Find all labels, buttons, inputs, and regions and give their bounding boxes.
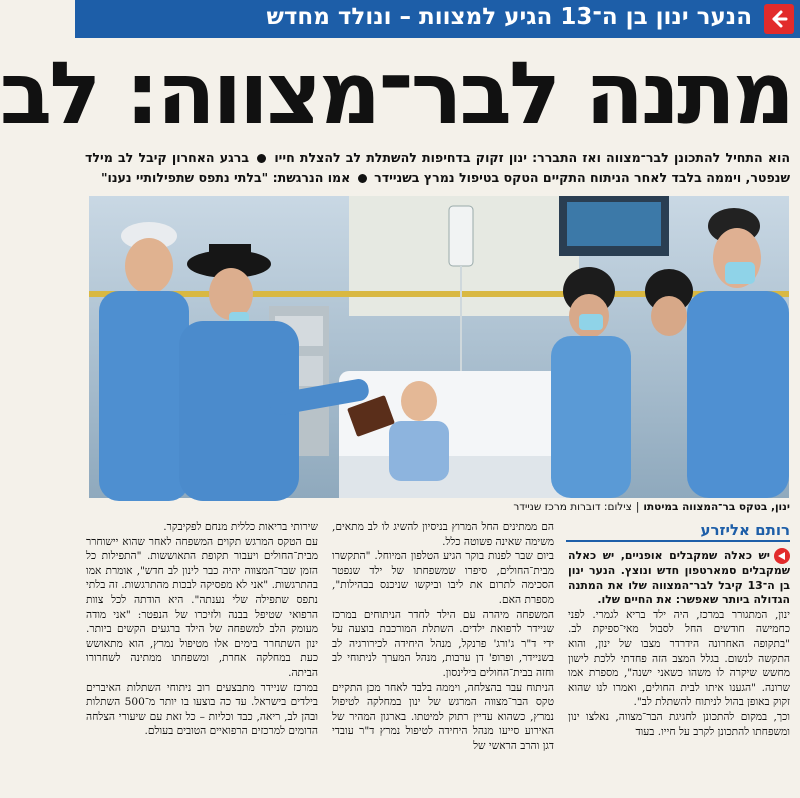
play-left-icon — [774, 548, 790, 564]
paragraph: הניתוח עבר בהצלחה, ויממה בלבד לאחר מכן התקיים טקס הבר־מצווה המרגש של ינון במחלקה לטיפול נמרץ, כשהוא עדיין רתוק למיטתו. בארגון המהיר של האירוע סייעו מנהל היחידה לטיפול נמרץ ד"ר עובדי דגן והרב הראשי של — [332, 681, 554, 752]
paragraph: שירותי בריאות כללית מנחם לפקיבקר. — [163, 521, 318, 533]
article-column-3 — [86, 520, 318, 739]
paragraph: הם ממתינים החל המרוץ בניסיון להשיג לו לב מתאים, משימה שאינה פשוטה כלל. — [332, 521, 554, 548]
photo-caption: ינון, בטקס בר־המצווה במיטתו|צילום: דוברות מרכז שניידר — [513, 501, 790, 513]
news-photo — [89, 196, 789, 498]
paragraph: עם הטקס המרגש תקוים המשפחה לאחר שהוא יישוחרר מבית־החולים ויעבור תקופת התאוששות. "התפילות כל הזמן שבר־המצווה יהיה כבר לינון לב חדש", אומרת אמו בהתרגשות. "אני לא מפסיקה לבכות מהתרגשות. זה בלתי נתפס שתפילה שלי נענתה". היא הודתה לכל צוות הרפואי שטיפל בבנה ולזיכרו של הנפטר: "אני מודה מעומק הלב למשפחה של הילד ברגעים הקשים ביותר. ינון השתחרר בימים אלו מטיפול נמרץ, הוא מתאושש כעת במחלקה אחרת, ומשפחתו ממתינה לשחרורו הביתה. — [86, 535, 318, 679]
sub-deck — [85, 148, 790, 188]
caption-text: ינון, בטקס בר־המצווה במיטתו — [643, 501, 790, 513]
paragraph: המשפחה מיהרה עם הילד לחדר הניתוחים במרכז שניידר לרפואת ילדים. השתלת המורכבת בוצעה על ידי ד"ר ג'ורג' פרנקל, מנהל היחידה לכירורגיה לב בשניידר, ופרופ' דן ערבות, מנהל המערך לניתוחי לב וחזה בבית־החולים בילינסון. — [332, 608, 554, 679]
byline — [566, 520, 790, 542]
paragraph: ינון, המתגורר במרכז, היה ילד בריא לגמרי. לפני כחמישה חודשים החל לסבול מאי־ספיקת לב. "בתקופה האחרונה הידרדר מצבו של ינון, והוא התקשה לנשום. בגלל המצב הזה פחדתי ללכת לישון מחשש שיקרה לו משהו כשאני ישנה", מספרת אמו שרונה. "הגענו איתו לבית החולים, ואמרו לנו שהוא זקוק באופן בהול לניתוח להשתלת לב". — [568, 608, 790, 709]
bullet-icon — [257, 154, 266, 163]
article-column-1 — [568, 548, 790, 739]
lead-text: יש כאלה שמקבלים אופניים, יש כאלה שמקבלים סמארטפון חדש ונוצץ. הנער ינון בן ה־13 קיבל לבר־המצווה שלו את המתנה הגדולה ביותר שאפשר: את החיים שלו. — [568, 549, 790, 607]
hospital-scene-illustration — [89, 196, 789, 498]
author-name: רותם אליזרע — [700, 521, 790, 539]
arrow-left-icon — [769, 9, 789, 29]
back-arrow-button[interactable] — [764, 4, 794, 34]
paragraph: וכך, במקום להתכונן לחגיגת הבר־מצווה, נאלצו ינון ומשפחתו להתכונן לקרב על חייו. בעוד — [568, 710, 790, 738]
kicker-title: הנער ינון בן ה־13 הגיע למצוות – ונולד מחדש — [266, 4, 752, 30]
paragraph: במרכז שניידר מתבצעים רוב ניתוחי השתלות האיברים בילדים בישראל. עד כה בוצעו בו יותר מ־500 השתלות ובהן לב, ריאה, כבד וכליות – כל זאת עם שיעורי הצלחה הדומים למרכזים הרפואיים הטובים בעולם. — [86, 681, 318, 738]
subdeck-line-1: הוא התחיל להתכונן לבר־מצווה ואז התברר: ינון זקוק בדחיפות להשתלת לב להצלת חייו — [274, 150, 790, 165]
paragraph: ביום שבר לפנות בוקר הגיע הטלפון המיוחל. "התקשרו מבית־החולים, סיפרו שמשפחתו של ילד שנפטר הסכימה לתרום את ליבו וביקשו שניכנס בבהילות", מספרת האם. — [332, 550, 554, 606]
lead-paragraph — [568, 548, 790, 608]
article-column-2 — [332, 520, 554, 754]
subdeck-line-3: אמו הנרגשת: "בלתי נתפס שתפילותיי נענו" — [100, 170, 351, 185]
subdeck-line-2: ברגע האחרון קיבל לב מילד שנפטר, ויממה בלבד לאחר הניתוח התקיים הטקס בטיפול נמרץ בשניידר — [85, 150, 790, 185]
top-banner — [75, 0, 800, 38]
headline: מתנה לבר־מצווה: לב — [0, 44, 792, 144]
bullet-icon — [358, 174, 367, 183]
photo-credit: צילום: דוברות מרכז שניידר — [513, 501, 632, 513]
